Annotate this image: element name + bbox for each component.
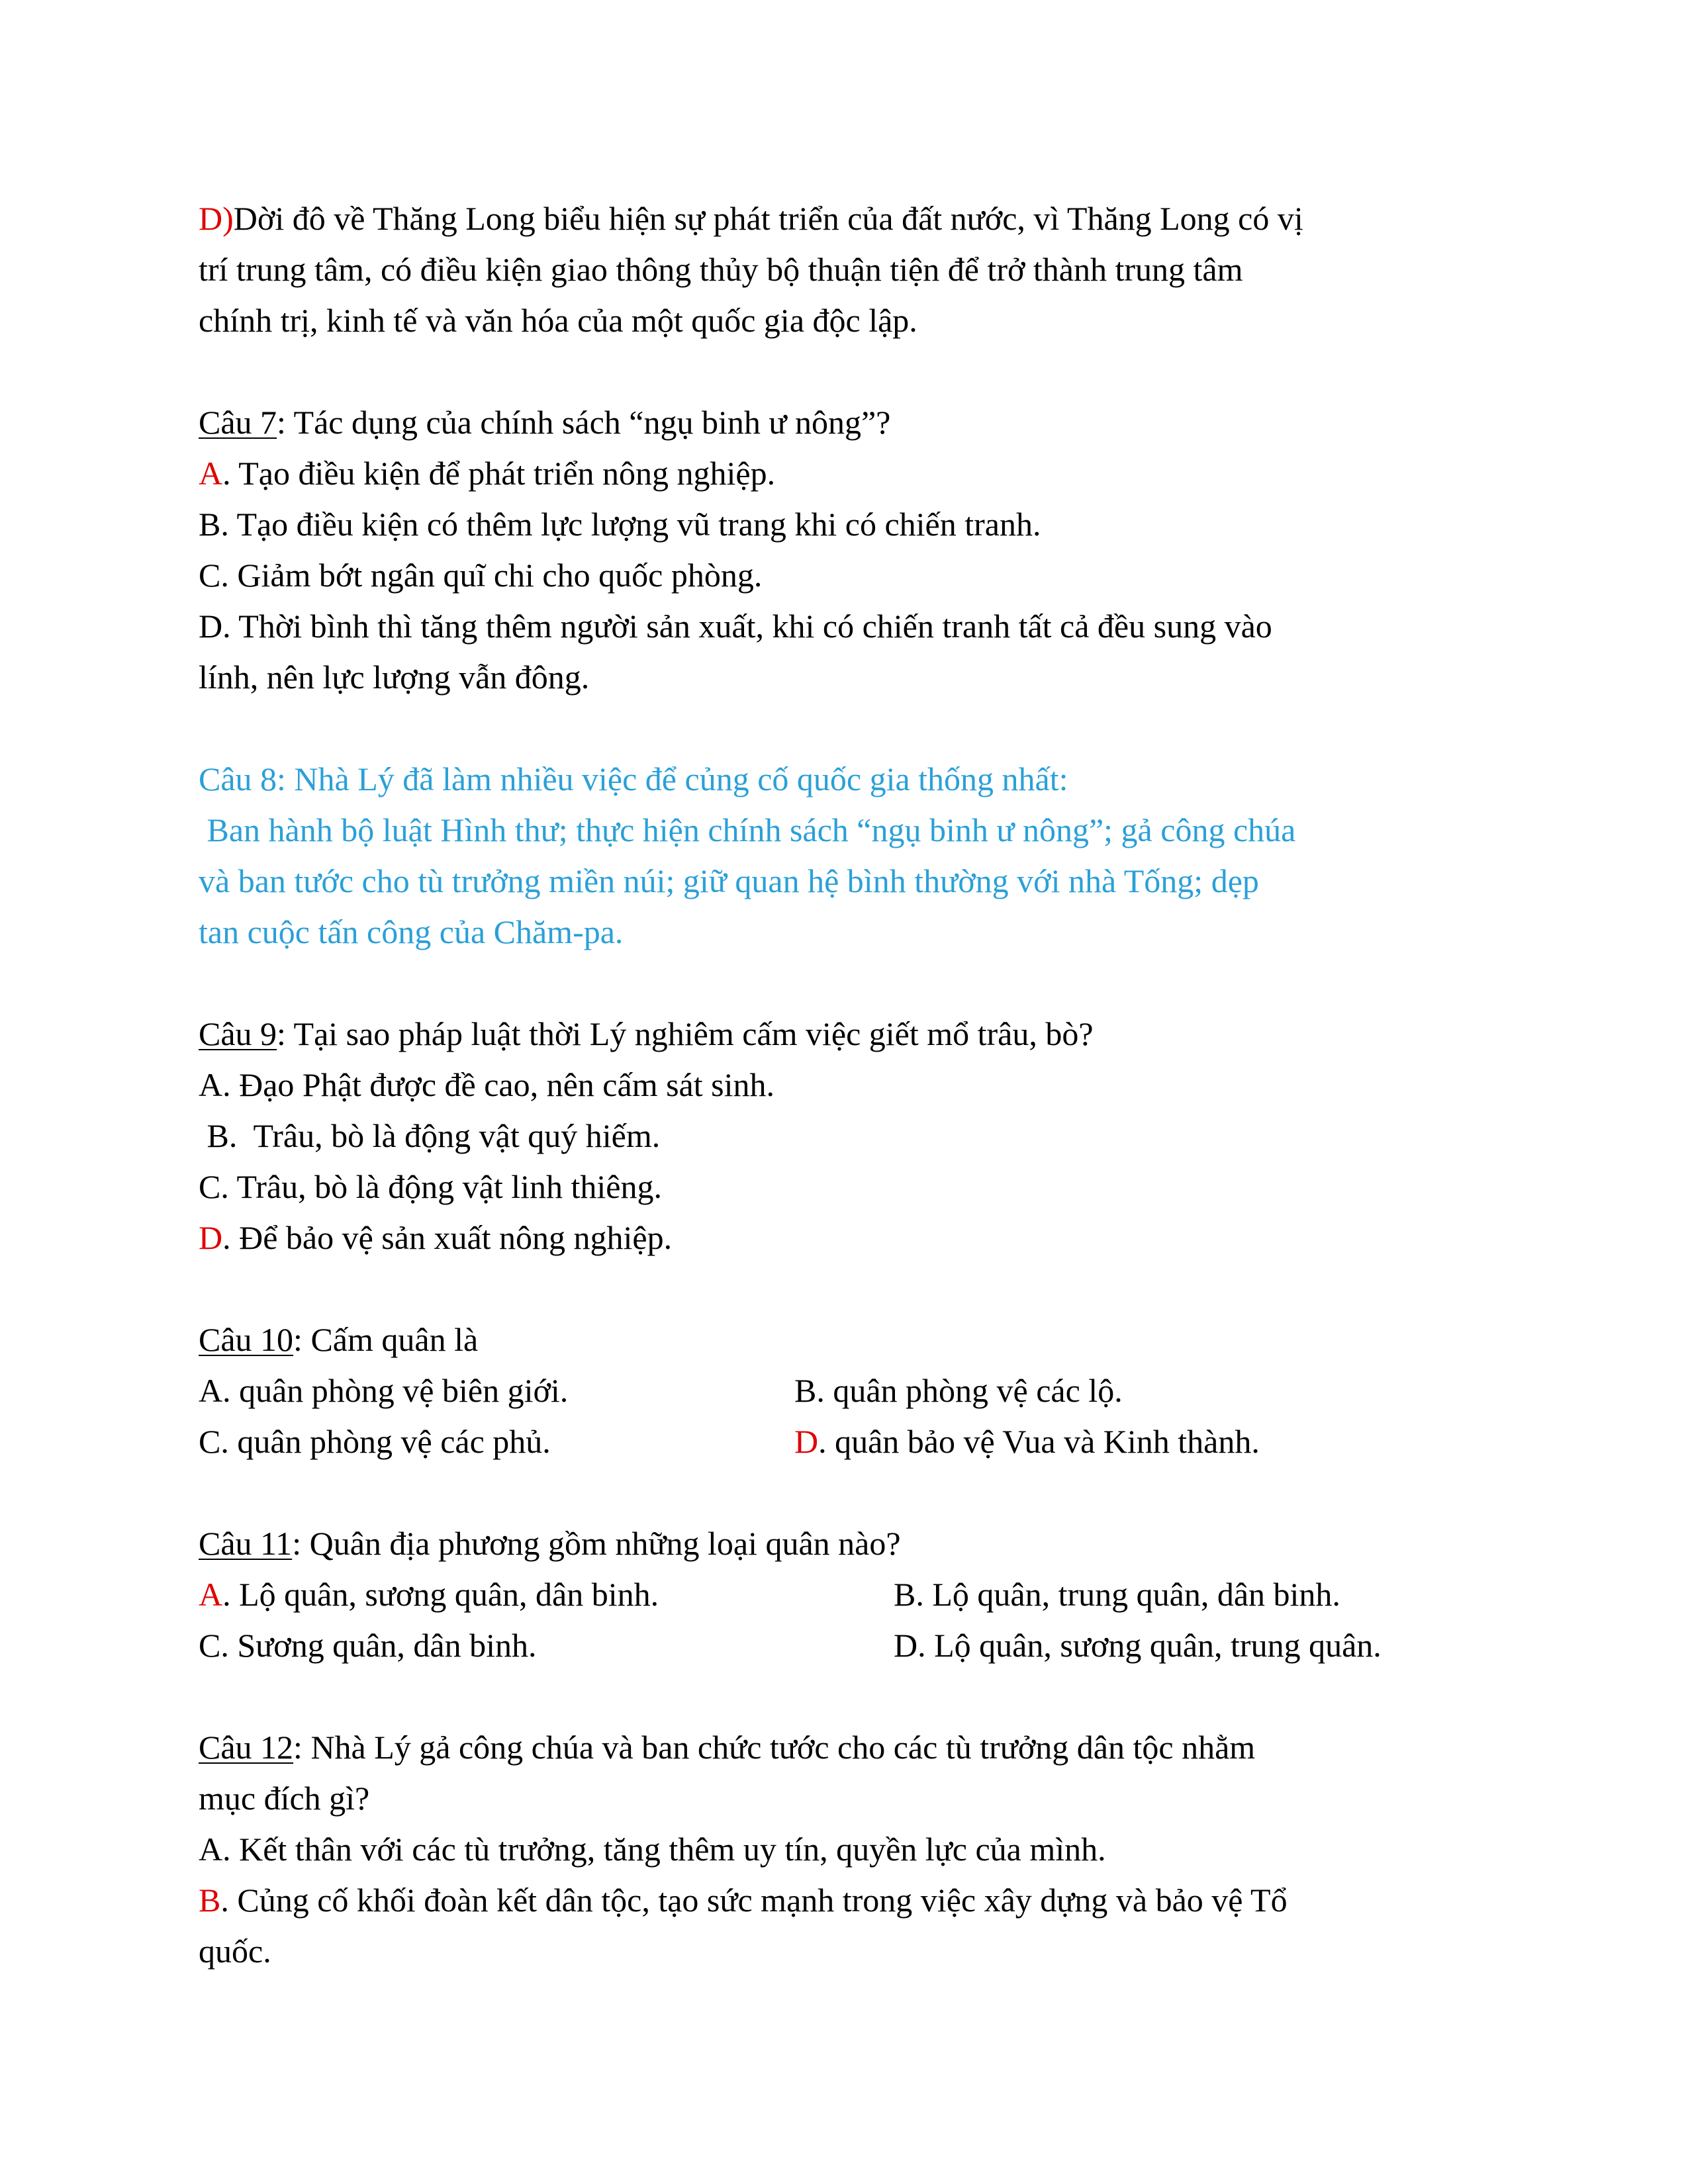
q6-answer-line-1 <box>199 193 1509 244</box>
q12-option-a: A. Kết thân với các tù trưởng, tăng thêm uy tín, quyền lực của mình. <box>199 1831 1106 1868</box>
q10-question <box>199 1314 1509 1365</box>
q9-option-d-letter: D <box>199 1219 223 1256</box>
q7-question-text: : Tác dụng của chính sách “ngụ binh ư nông”? <box>277 404 891 441</box>
q10-option-d-text: . quân bảo vệ Vua và Kinh thành. <box>818 1423 1260 1460</box>
q12-label: Câu 12 <box>199 1729 294 1766</box>
q11-label: Câu 11 <box>199 1525 293 1562</box>
q10-option-a: A. quân phòng vệ biên giới. <box>199 1372 569 1409</box>
q12-question-text-1: : Nhà Lý gả công chúa và ban chức tước cho các tù trưởng dân tộc nhằm <box>293 1729 1256 1766</box>
q7-option-b: B. Tạo điều kiện có thêm lực lượng vũ trang khi có chiến tranh. <box>199 506 1041 543</box>
q7-option-d-line-2: lính, nên lực lượng vẫn đông. <box>199 659 590 696</box>
q11-option-d: D. Lộ quân, sương quân, trung quân. <box>894 1627 1382 1664</box>
q6-answer-letter: D) <box>199 200 234 237</box>
q12-question-line-1 <box>199 1722 1509 1773</box>
q7-option-d-line-1: D. Thời bình thì tăng thêm người sản xuất, khi có chiến tranh tất cả đều sung vào <box>199 608 1272 645</box>
q8-line-1: Câu 8: Nhà Lý đã làm nhiều việc để củng cố quốc gia thống nhất: <box>199 760 1068 797</box>
spacer <box>199 1263 1509 1314</box>
q11-options-row-2 <box>199 1620 1509 1671</box>
q11-option-b: B. Lộ quân, trung quân, dân binh. <box>894 1576 1340 1613</box>
q9-option-c: C. Trâu, bò là động vật linh thiêng. <box>199 1168 662 1205</box>
q10-question-text: : Cấm quân là <box>293 1321 479 1358</box>
q7-option-a-letter: A <box>199 455 223 492</box>
q10-options-row-2 <box>199 1416 1509 1467</box>
q6-answer-line-3: chính trị, kinh tế và văn hóa của một quốc gia độc lập. <box>199 302 917 339</box>
q7-label: Câu 7 <box>199 404 277 441</box>
spacer <box>199 1467 1509 1518</box>
q7-option-a <box>199 448 1509 499</box>
q9-option-b: B. Trâu, bò là động vật quý hiếm. <box>199 1117 661 1154</box>
q10-options-row-1 <box>199 1365 1509 1416</box>
spacer <box>199 703 1509 754</box>
q9-option-d-text: . Để bảo vệ sản xuất nông nghiệp. <box>222 1219 673 1256</box>
q10-option-c: C. quân phòng vệ các phủ. <box>199 1423 551 1460</box>
q11-option-a-text: . Lộ quân, sương quân, dân binh. <box>222 1576 659 1613</box>
q8-line-4: tan cuộc tấn công của Chăm-pa. <box>199 913 624 950</box>
q11-question-text: : Quân địa phương gồm những loại quân nào? <box>292 1525 901 1562</box>
spacer <box>199 1671 1509 1722</box>
q9-question <box>199 1009 1509 1060</box>
q11-option-a <box>199 1569 659 1620</box>
q7-question <box>199 397 1509 448</box>
q11-question <box>199 1518 1509 1569</box>
q6-answer-text-1: Dời đô về Thăng Long biểu hiện sự phát triển của đất nước, vì Thăng Long có vị <box>233 200 1303 237</box>
document-content <box>199 193 1509 1977</box>
q9-option-d <box>199 1212 1509 1263</box>
q12-option-b-text-1: . Củng cố khối đoàn kết dân tộc, tạo sức mạnh trong việc xây dựng và bảo vệ Tổ <box>220 1882 1288 1919</box>
q10-option-d-letter: D <box>794 1423 819 1460</box>
q7-option-a-text: . Tạo điều kiện để phát triển nông nghiệp. <box>222 455 776 492</box>
q9-question-text: : Tại sao pháp luật thời Lý nghiêm cấm việc giết mổ trâu, bò? <box>277 1015 1094 1052</box>
q9-label: Câu 9 <box>199 1015 277 1052</box>
q12-option-b-letter: B <box>199 1882 221 1919</box>
q12-question-line-2: mục đích gì? <box>199 1780 370 1817</box>
q10-label: Câu 10 <box>199 1321 294 1358</box>
q10-option-b: B. quân phòng vệ các lộ. <box>794 1372 1123 1409</box>
q10-option-d <box>794 1416 1260 1467</box>
q9-option-a: A. Đạo Phật được đề cao, nên cấm sát sinh. <box>199 1066 774 1103</box>
q8-line-2: Ban hành bộ luật Hình thư; thực hiện chính sách “ngụ binh ư nông”; gả công chúa <box>199 811 1296 848</box>
q12-option-b-line-2: quốc. <box>199 1933 271 1970</box>
spacer <box>199 346 1509 397</box>
q7-option-c: C. Giảm bớt ngân quĩ chi cho quốc phòng. <box>199 557 763 594</box>
q6-answer-line-2: trí trung tâm, có điều kiện giao thông thủy bộ thuận tiện để trở thành trung tâm <box>199 251 1243 288</box>
q11-options-row-1 <box>199 1569 1509 1620</box>
q11-option-a-letter: A <box>199 1576 223 1613</box>
q8-line-3: và ban tước cho tù trưởng miền núi; giữ quan hệ bình thường với nhà Tống; dẹp <box>199 862 1259 899</box>
spacer <box>199 958 1509 1009</box>
q11-option-c: C. Sương quân, dân binh. <box>199 1627 537 1664</box>
q12-option-b-line-1 <box>199 1875 1509 1926</box>
